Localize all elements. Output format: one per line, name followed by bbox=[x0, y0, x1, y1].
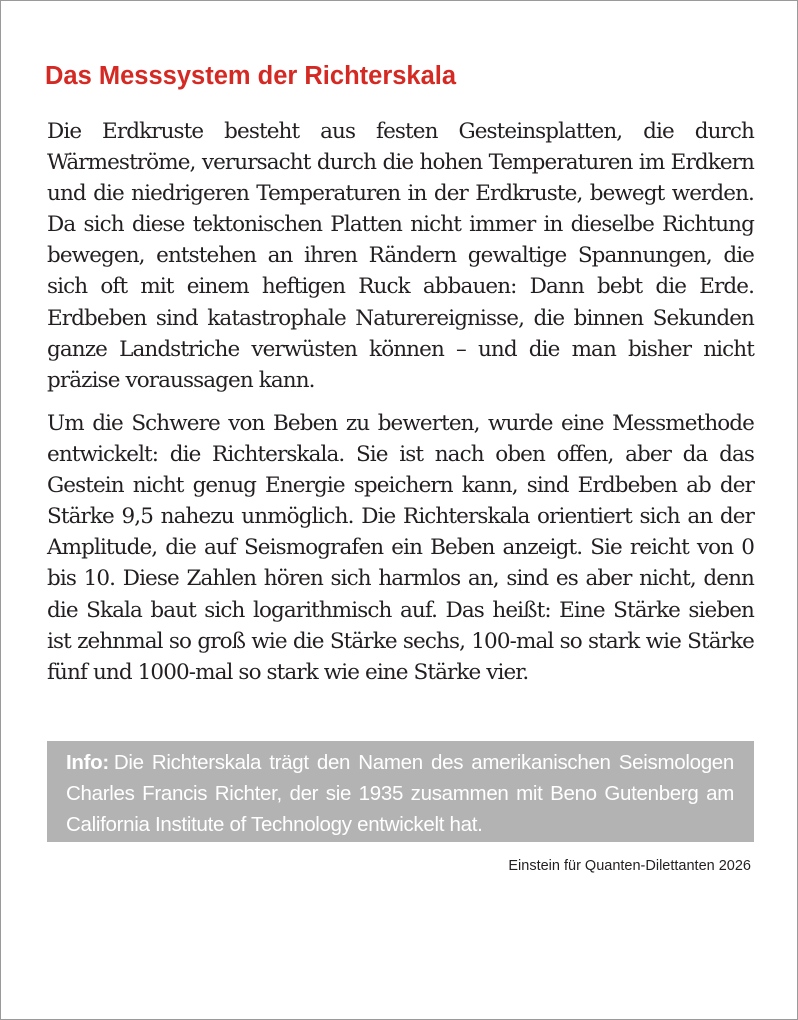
article-paragraph-2: Um die Schwere von Beben zu bewerten, wurde eine Messmethode entwickelt: die Richterskala. Sie ist nach oben offen, aber da das Gestein nicht genug Energie speichern kann, sind Erdbeben ab der Stärke 9,5 nahezu unmöglich. Die Richterskala orientiert sich an der Amplitude, die auf Seismografen ein Beben anzeigt. Sie reicht von 0 bis 10. Diese Zahlen hören sich harmlos an, sind es aber nicht, denn die Skala baut sich logarithmisch auf. Das heißt: Eine Stärke sieben ist zehnmal so groß wie die Stärke sechs, 100-mal so stark wie Stärke fünf und 1000-mal so stark wie eine Stärke vier. bbox=[47, 411, 754, 685]
info-label: Info: bbox=[66, 751, 109, 774]
info-box bbox=[47, 741, 754, 842]
article-paragraph-1: Die Erdkruste besteht aus festen Gesteinsplatten, die durch Wärmeströme, verursacht durch die hohen Temperaturen im Erdkern und die niedrigeren Temperaturen in der Erdkruste, bewegt werden. Da sich diese tektonischen Platten nicht immer in dieselbe Richtung bewegen, entstehen an ihren Rändern gewaltige Spannungen, die sich oft mit einem heftigen Ruck abbauen: Dann bebt die Erde. Erdbeben sind katastrophale Naturereignisse, die binnen Sekunden ganze Landstriche verwüsten können – und die man bisher nicht präzise voraussagen kann. bbox=[47, 119, 754, 393]
source-credit: Einstein für Quanten-Dilettanten 2026 bbox=[508, 858, 751, 874]
info-body: Die Richterskala trägt den Namen des amerikanischen Seismologen Charles Francis Richter, der sie 1935 zusammen mit Beno Gutenberg am California Institute of Technology entwickelt hat. bbox=[66, 751, 734, 836]
info-text-block bbox=[66, 747, 734, 840]
page-title: Das Messsystem der Richterskala bbox=[45, 62, 457, 90]
